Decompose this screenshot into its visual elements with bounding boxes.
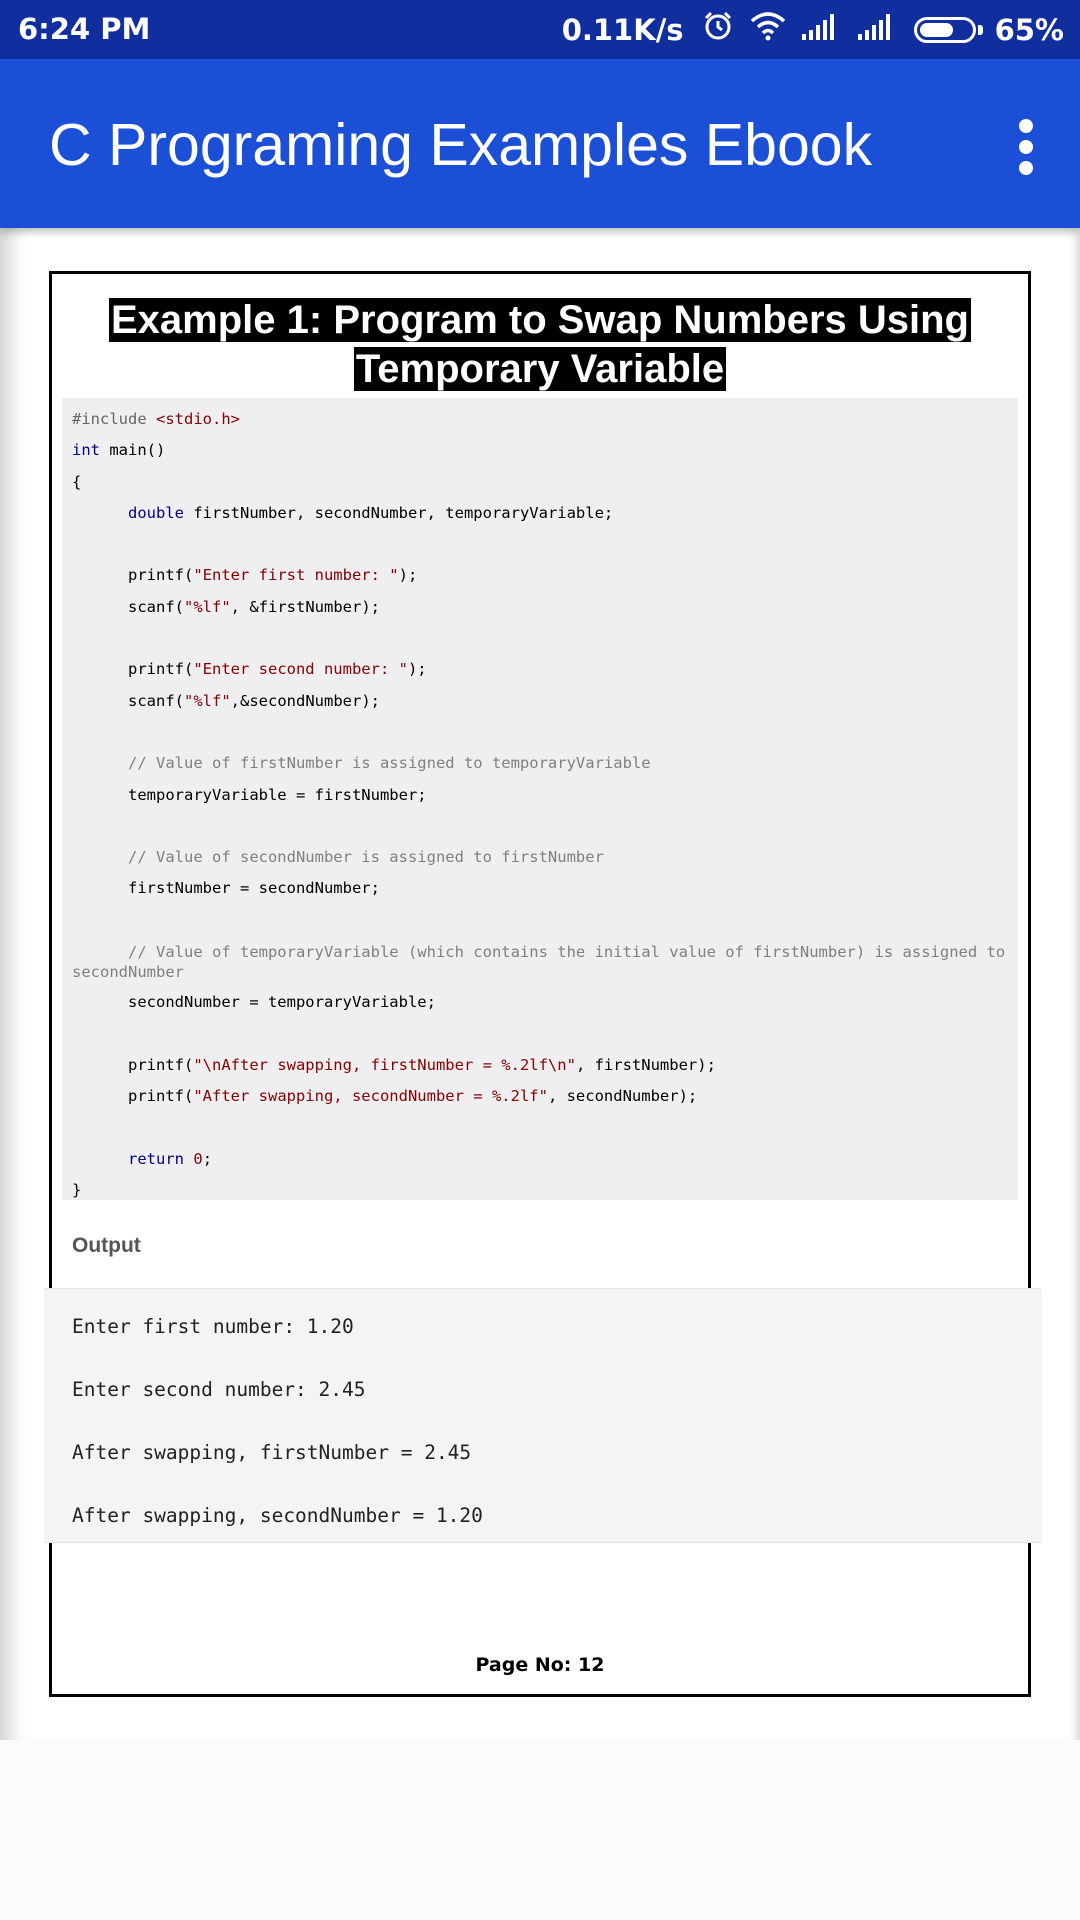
code-line: } bbox=[72, 1180, 82, 1199]
output-line: Enter first number: 1.20 bbox=[72, 1315, 354, 1338]
app-bar bbox=[0, 59, 1080, 228]
output-block bbox=[44, 1288, 1042, 1543]
more-vert-icon[interactable] bbox=[1012, 119, 1042, 175]
alarm-icon bbox=[702, 10, 734, 49]
code-line: firstNumber = secondNumber; bbox=[128, 879, 380, 898]
battery-icon bbox=[914, 17, 983, 43]
wifi-icon bbox=[750, 11, 786, 48]
code-line: printf("Enter second number: "); bbox=[128, 660, 427, 679]
code-line: double firstNumber, secondNumber, temporaryVariable; bbox=[128, 503, 614, 522]
output-line: After swapping, firstNumber = 2.45 bbox=[72, 1441, 472, 1464]
status-bar bbox=[0, 0, 1080, 59]
output-line: After swapping, secondNumber = 1.20 bbox=[72, 1504, 483, 1527]
output-line: Enter second number: 2.45 bbox=[72, 1378, 366, 1401]
code-line: scanf("%lf", &firstNumber); bbox=[128, 597, 380, 616]
code-comment: // Value of firstNumber is assigned to temporaryVariable bbox=[128, 754, 651, 773]
ebook-page bbox=[49, 271, 1031, 1697]
battery-percent: 65% bbox=[994, 12, 1064, 47]
code-blank-line bbox=[72, 623, 1008, 654]
example-heading: Example 1: Program to Swap Numbers Using Temporary Variable bbox=[111, 298, 969, 391]
code-line: int main() bbox=[72, 441, 166, 460]
code-line: printf("After swapping, secondNumber = %.2lf", secondNumber); bbox=[128, 1086, 698, 1105]
page-number: Page No: 12 bbox=[475, 1654, 605, 1676]
output-heading: Output bbox=[72, 1234, 141, 1257]
code-line: return 0; bbox=[128, 1149, 213, 1168]
code-line: printf("Enter first number: "); bbox=[128, 566, 418, 585]
code-line: secondNumber = temporaryVariable; bbox=[128, 993, 436, 1012]
code-line: { bbox=[72, 472, 82, 491]
code-blank-line bbox=[72, 811, 1008, 842]
code-blank-line bbox=[72, 529, 1008, 560]
code-block bbox=[62, 398, 1018, 1200]
signal-icon bbox=[858, 12, 898, 47]
status-time: 6:24 PM bbox=[18, 12, 151, 46]
code-line: scanf("%lf",&secondNumber); bbox=[128, 691, 380, 710]
signal-icon bbox=[802, 12, 842, 47]
app-title: C Programing Examples Ebook bbox=[49, 112, 873, 178]
code-comment: // Value of temporaryVariable (which contains the initial value of firstNumber) is assigned to secondNumber bbox=[72, 943, 1015, 982]
code-blank-line bbox=[72, 717, 1008, 748]
ebook-viewer[interactable] bbox=[0, 228, 1080, 1740]
network-speed: 0.11K/s bbox=[561, 12, 684, 47]
code-blank-line bbox=[72, 1112, 1008, 1143]
code-blank-line bbox=[72, 1018, 1008, 1049]
code-blank-line bbox=[72, 905, 1008, 936]
status-right bbox=[562, 10, 1064, 49]
code-line: #include <stdio.h> bbox=[72, 410, 240, 428]
code-comment: // Value of secondNumber is assigned to firstNumber bbox=[128, 848, 604, 867]
code-line: printf("\nAfter swapping, firstNumber = %.2lf\n", firstNumber); bbox=[128, 1055, 716, 1074]
code-line: temporaryVariable = firstNumber; bbox=[128, 785, 427, 804]
